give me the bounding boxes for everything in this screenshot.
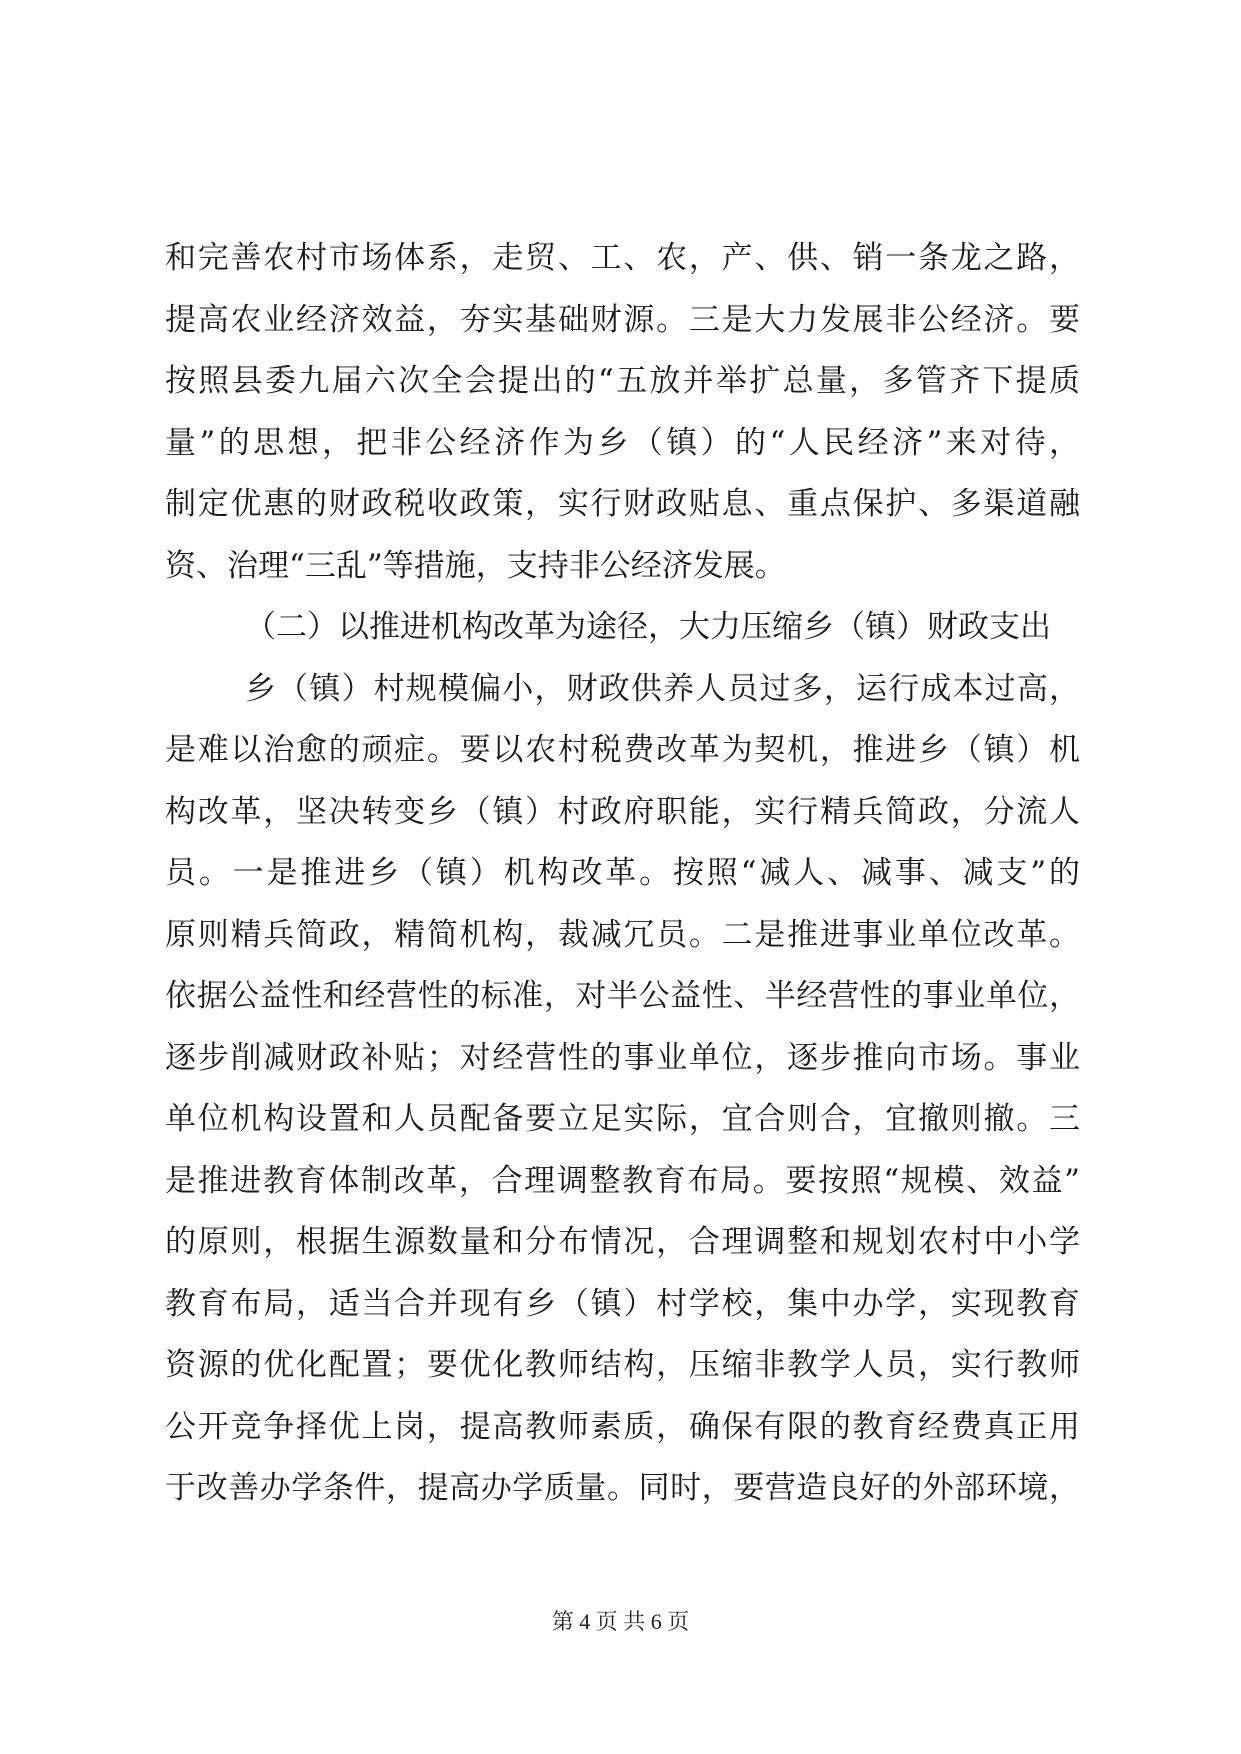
text-line: 的原则，根据生源数量和分布情况，合理调整和规划农村中小学	[165, 1224, 1080, 1260]
text-line: 量”的思想，把非公经济作为乡（镇）的“人民经济”来对待，	[165, 424, 1080, 461]
text-line: 按照县委九届六次全会提出的“五放并举扩总量，多管齐下提质	[165, 363, 1080, 399]
text-line: 资源的优化配置；要优化教师结构，压缩非教学人员，实行教师	[165, 1347, 1080, 1383]
text-line: 教育布局，适当合并现有乡（镇）村学校，集中办学，实现教育	[165, 1285, 1080, 1322]
section-heading: （二）以推进机构改革为途径，大力压缩乡（镇）财政支出	[245, 609, 1051, 645]
text-line: 单位机构设置和人员配备要立足实际，宜合则合，宜撤则撤。三	[165, 1101, 1080, 1137]
text-line: 资、治理“三乱”等措施，支持非公经济发展。	[165, 547, 786, 584]
page-number-footer: 第 4 页 共 6 页	[551, 1609, 690, 1634]
text-line: 于改善办学条件，提高办学质量。同时，要营造良好的外部环境，	[165, 1470, 1080, 1506]
text-line: 构改革，坚决转变乡（镇）村政府职能，实行精兵简政，分流人	[165, 793, 1080, 830]
text-line: 逐步削减财政补贴；对经营性的事业单位，逐步推向市场。事业	[165, 1039, 1080, 1076]
text-line: 和完善农村市场体系，走贸、工、农，产、供、销一条龙之路，	[165, 240, 1080, 276]
text-line: 是推进教育体制改革，合理调整教育布局。要按照“规模、效益”	[165, 1162, 1080, 1199]
text-line: 依据公益性和经营性的标准，对半公益性、半经营性的事业单位，	[165, 978, 1080, 1014]
text-line: 提高农业经济效益，夯实基础财源。三是大力发展非公经济。要	[165, 301, 1080, 338]
paragraph-first-line: 乡（镇）村规模偏小，财政供养人员过多，运行成本过高，	[245, 670, 1080, 707]
text-line: 员。一是推进乡（镇）机构改革。按照“减人、减事、减支”的	[165, 855, 1080, 891]
text-line: 原则精兵简政，精简机构，裁减冗员。二是推进事业单位改革。	[165, 916, 1080, 953]
text-line: 制定优惠的财政税收政策，实行财政贴息、重点保护、多渠道融	[165, 486, 1080, 522]
text-line: 是难以治愈的顽症。要以农村税费改革为契机，推进乡（镇）机	[165, 732, 1080, 768]
text-line: 公开竞争择优上岗，提高教师素质，确保有限的教育经费真正用	[165, 1408, 1080, 1445]
body-text	[165, 228, 1080, 1520]
